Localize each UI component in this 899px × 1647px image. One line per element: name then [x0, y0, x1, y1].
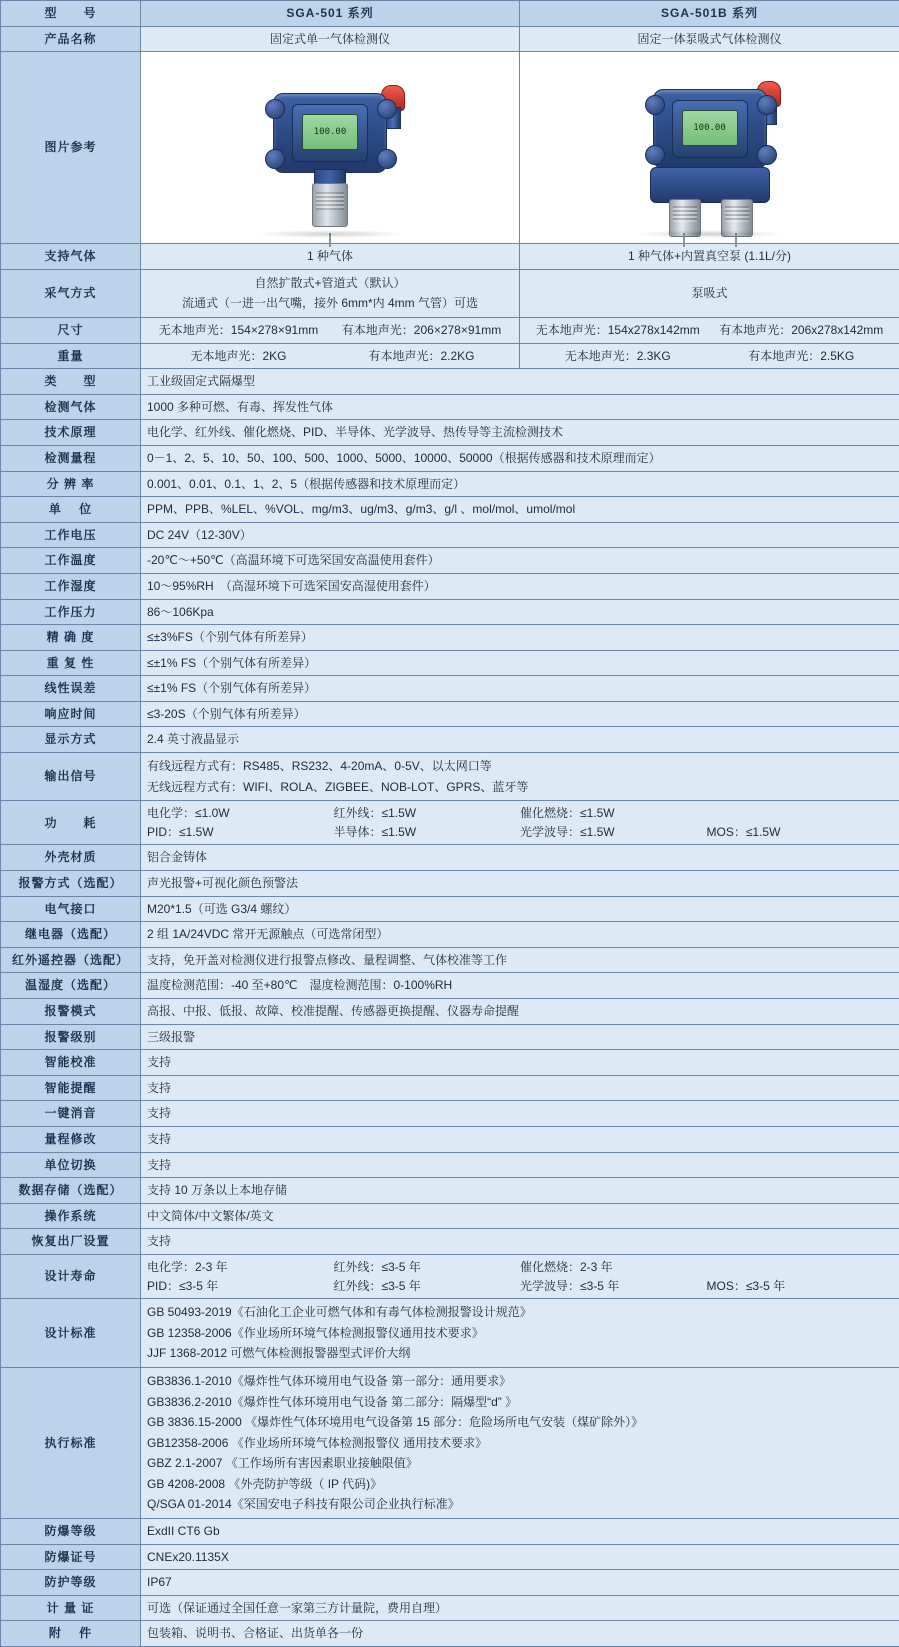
detector-bezel [292, 104, 368, 162]
row-label: 尺寸 [1, 317, 141, 343]
detector-bezel [672, 100, 748, 158]
sampling-method-1 [141, 269, 520, 317]
row-value-alarm-mode: 高报、中报、低报、故障、校准提醒、传感器更换提醒、仪器寿命提醒 [141, 999, 899, 1025]
row-value-os-language: 中文简体/中文繁体/英文 [141, 1203, 899, 1229]
dimension-value: 无本地声光：154x278x142mm [526, 321, 710, 340]
row-value-data-storage: 支持 10 万条以上本地存储 [141, 1178, 899, 1204]
power-item: PID：≤1.5W [147, 823, 334, 842]
table-row [1, 26, 899, 52]
table-row [1, 727, 899, 753]
weight-value: 无本地声光：2KG [147, 347, 330, 366]
row-label: 恢复出厂设置 [1, 1229, 141, 1255]
row-label: 操作系统 [1, 1203, 141, 1229]
table-row [1, 1544, 899, 1570]
table-row [1, 1254, 899, 1298]
row-value-ex-certificate: CNEx20.1135X [141, 1544, 899, 1570]
standard-line: GB 3836.15-2000 《爆炸性气体环境用电气设备第 15 部分：危险场所电气安装（煤矿除外）》 [147, 1412, 893, 1433]
row-value-range: 0－1、2、5、10、50、100、500、1000、5000、10000、50000（根据传感器和技术原理而定） [141, 445, 899, 471]
sampling-line: 流通式（一进一出气嘴，接外 6mm*内 4mm 气管）可选 [147, 293, 513, 314]
row-label: 继电器（选配） [1, 922, 141, 948]
row-value-unit: PPM、PPB、%LEL、%VOL、mg/m3、ug/m3、g/m3、g/l 、mol/mol、umol/mol [141, 497, 899, 523]
row-label: 功 耗 [1, 801, 141, 845]
row-value-ir-remote: 支持，免开盖对检测仪进行报警点修改、量程调整、气体校准等工作 [141, 947, 899, 973]
weight-value: 有本地声光：2.5KG [710, 347, 894, 366]
row-label: 线性误差 [1, 676, 141, 702]
table-row [1, 871, 899, 897]
row-label: 外壳材质 [1, 845, 141, 871]
life-item: 催化燃烧：2-3 年 [520, 1258, 707, 1277]
row-label: 技术原理 [1, 420, 141, 446]
table-row [1, 1621, 899, 1647]
table-row [1, 1367, 899, 1518]
table-row [1, 1570, 899, 1596]
detector-shadow [635, 230, 785, 238]
row-label: 图片参考 [1, 52, 141, 244]
row-label: 电气接口 [1, 896, 141, 922]
sampling-method-2: 泵吸式 [520, 269, 899, 317]
dimensions-2 [520, 317, 899, 343]
row-label: 计 量 证 [1, 1595, 141, 1621]
row-value-smart-reminder: 支持 [141, 1075, 899, 1101]
row-label: 重 复 性 [1, 650, 141, 676]
row-value-type: 工业级固定式隔爆型 [141, 369, 899, 395]
row-label: 显示方式 [1, 727, 141, 753]
standard-line: GB3836.2-2010《爆炸性气体环境用电气设备 第二部分：隔爆型“d” 》 [147, 1392, 893, 1413]
table-row [1, 1050, 899, 1076]
table-row [1, 1203, 899, 1229]
life-item: 红外线：≤3-5 年 [334, 1258, 521, 1277]
row-label: 工作温度 [1, 548, 141, 574]
standard-line: GB 50493-2019《石油化工企业可燃气体和有毒气体检测报警设计规范》 [147, 1302, 893, 1323]
row-value-display: 2.4 英寸液晶显示 [141, 727, 899, 753]
row-value-range-modify: 支持 [141, 1126, 899, 1152]
row-label: 精 确 度 [1, 625, 141, 651]
row-label: 一键消音 [1, 1101, 141, 1127]
row-value-accuracy: ≤±3%FS（个别气体有所差异） [141, 625, 899, 651]
row-label: 防护等级 [1, 1570, 141, 1596]
row-label: 响应时间 [1, 701, 141, 727]
row-value-execution-standards [141, 1367, 899, 1518]
detector-sensor-probe [312, 183, 348, 227]
row-value-temp-humidity: 温度检测范围：-40 至+80℃ 湿度检测范围：0-100%RH [141, 973, 899, 999]
power-line-1 [147, 804, 893, 823]
row-label: 红外遥控器（选配） [1, 947, 141, 973]
table-row [1, 701, 899, 727]
detector-screen: 100.00 [682, 110, 738, 146]
row-label: 温湿度（选配） [1, 973, 141, 999]
row-value-resolution: 0.001、0.01、0.1、1、2、5（根据传感器和技术原理而定） [141, 471, 899, 497]
weight-2 [520, 343, 899, 369]
row-label: 智能校准 [1, 1050, 141, 1076]
table-row [1, 269, 899, 317]
table-row [1, 1075, 899, 1101]
row-value-repeatability: ≤±1% FS（个别气体有所差异） [141, 650, 899, 676]
table-row [1, 52, 899, 244]
table-row [1, 845, 899, 871]
row-value-voltage: DC 24V（12-30V） [141, 522, 899, 548]
row-label: 数据存储（选配） [1, 1178, 141, 1204]
table-row [1, 1519, 899, 1545]
row-label: 工作湿度 [1, 573, 141, 599]
table-row [1, 244, 899, 270]
standard-line: GB3836.1-2010《爆炸性气体环境用电气设备 第一部分：通用要求》 [147, 1371, 893, 1392]
row-label: 设计标准 [1, 1299, 141, 1368]
power-item: 红外线：≤1.5W [334, 804, 521, 823]
row-value-linearity: ≤±1% FS（个别气体有所差异） [141, 676, 899, 702]
standard-line: Q/SGA 01-2014《罙国安电子科技有限公司企业执行标准》 [147, 1494, 893, 1515]
row-label: 附 件 [1, 1621, 141, 1647]
table-row [1, 1299, 899, 1368]
row-value-ip-rating: IP67 [141, 1570, 899, 1596]
dimension-value: 无本地声光：154×278×91mm [147, 321, 330, 340]
table-row [1, 420, 899, 446]
row-label: 设计寿命 [1, 1254, 141, 1298]
sampling-line: 自然扩散式+管道式（默认） [147, 273, 513, 294]
product-image-2 [520, 52, 899, 244]
table-row [1, 1126, 899, 1152]
table-row [1, 801, 899, 845]
table-row [1, 1, 899, 27]
table-row [1, 369, 899, 395]
weight-1 [141, 343, 520, 369]
row-value-smart-calibration: 支持 [141, 1050, 899, 1076]
table-row [1, 753, 899, 801]
row-label: 单 位 [1, 497, 141, 523]
table-row [1, 1178, 899, 1204]
supported-gas-2: 1 种气体+内置真空泵 (1.1L/分) [520, 244, 899, 270]
row-value-work-temp: -20℃～+50℃（高温环境下可选罙国安高温使用套件） [141, 548, 899, 574]
product-image-1 [141, 52, 520, 244]
row-value-work-humidity: 10～95%RH （高湿环境下可选罙国安高湿使用套件） [141, 573, 899, 599]
row-value-unit-switch: 支持 [141, 1152, 899, 1178]
life-item [707, 1258, 894, 1277]
dimension-value: 有本地声光：206x278x142mm [710, 321, 894, 340]
row-label: 防爆等级 [1, 1519, 141, 1545]
table-row [1, 497, 899, 523]
row-value-detected-gas: 1000 多种可燃、有毒、挥发性气体 [141, 394, 899, 420]
row-label: 单位切换 [1, 1152, 141, 1178]
table-row [1, 1152, 899, 1178]
table-row [1, 1101, 899, 1127]
model-series-1: SGA-501 系列 [141, 1, 520, 27]
row-label: 检测量程 [1, 445, 141, 471]
life-item: PID：≤3-5 年 [147, 1277, 334, 1296]
row-value-ex-rating: ExdII CT6 Gb [141, 1519, 899, 1545]
row-label: 支持气体 [1, 244, 141, 270]
model-series-2: SGA-501B 系列 [520, 1, 899, 27]
row-label: 检测气体 [1, 394, 141, 420]
row-label: 分 辨 率 [1, 471, 141, 497]
row-label: 工作压力 [1, 599, 141, 625]
table-row [1, 599, 899, 625]
row-label: 智能提醒 [1, 1075, 141, 1101]
table-row [1, 317, 899, 343]
pump-suction-gas-detector-illustration [585, 55, 835, 240]
standard-line: GB 12358-2006《作业场所环境气体检测报警仪通用技术要求》 [147, 1323, 893, 1344]
standard-line: JJF 1368-2012 可燃气体检测报警器型式评价大纲 [147, 1343, 893, 1364]
power-item: 电化学：≤1.0W [147, 804, 334, 823]
power-line-2 [147, 823, 893, 842]
table-row [1, 947, 899, 973]
power-item: MOS：≤1.5W [707, 823, 894, 842]
life-item: 光学波导：≤3-5 年 [520, 1277, 707, 1296]
row-value-power [141, 801, 899, 845]
weight-value: 有本地声光：2.2KG [330, 347, 513, 366]
row-label: 量程修改 [1, 1126, 141, 1152]
row-value-design-standards [141, 1299, 899, 1368]
table-row [1, 999, 899, 1025]
row-label: 报警模式 [1, 999, 141, 1025]
dimensions-1 [141, 317, 520, 343]
table-row [1, 573, 899, 599]
power-item [707, 804, 894, 823]
table-row [1, 650, 899, 676]
row-label: 重量 [1, 343, 141, 369]
life-line-1 [147, 1258, 893, 1277]
table-row [1, 1024, 899, 1050]
row-label: 工作电压 [1, 522, 141, 548]
standard-line: GBZ 2.1-2007 《工作场所有害因素职业接触限值》 [147, 1453, 893, 1474]
row-value-housing-material: 铝合金铸体 [141, 845, 899, 871]
life-item: MOS：≤3-5 年 [707, 1277, 894, 1296]
row-value-design-life [141, 1254, 899, 1298]
output-line: 无线远程方式有：WIFI、ROLA、ZIGBEE、NOB-LOT、GPRS、蓝牙等 [147, 777, 893, 798]
product-name-2: 固定一体泵吸式气体检测仪 [520, 26, 899, 52]
standard-line: GB12358-2006 《作业场所环境气体检测报警仪 通用技术要求》 [147, 1433, 893, 1454]
table-row [1, 973, 899, 999]
row-label: 产品名称 [1, 26, 141, 52]
table-row [1, 625, 899, 651]
table-row [1, 522, 899, 548]
row-value-alarm-level: 三级报警 [141, 1024, 899, 1050]
row-value-factory-reset: 支持 [141, 1229, 899, 1255]
life-item: 电化学：2-3 年 [147, 1258, 334, 1277]
row-value-metrology-certificate: 可选（保证通过全国任意一家第三方计量院，费用自理） [141, 1595, 899, 1621]
row-label: 报警方式（选配） [1, 871, 141, 897]
row-value-work-pressure: 86～106Kpa [141, 599, 899, 625]
power-item: 半导体：≤1.5W [334, 823, 521, 842]
fixed-single-gas-detector-illustration [205, 55, 455, 240]
row-value-principle: 电化学、红外线、催化燃烧、PID、半导体、光学波导、热传导等主流检测技术 [141, 420, 899, 446]
row-label: 执行标准 [1, 1367, 141, 1518]
life-line-2 [147, 1277, 893, 1296]
supported-gas-1: 1 种气体 [141, 244, 520, 270]
detector-body [653, 89, 767, 169]
detector-screen: 100.00 [302, 114, 358, 150]
weight-value: 无本地声光：2.3KG [526, 347, 710, 366]
life-item: 红外线：≤3-5 年 [334, 1277, 521, 1296]
row-label: 报警级别 [1, 1024, 141, 1050]
row-value-accessories: 包装箱、说明书、合格证、出货单各一份 [141, 1621, 899, 1647]
row-label: 防爆证号 [1, 1544, 141, 1570]
detector-shadow [255, 230, 405, 238]
row-value-one-key-mute: 支持 [141, 1101, 899, 1127]
row-label: 采气方式 [1, 269, 141, 317]
dimension-value: 有本地声光：206×278×91mm [330, 321, 513, 340]
standard-line: GB 4208-2008 《外壳防护等级（ IP 代码)》 [147, 1474, 893, 1495]
table-row [1, 548, 899, 574]
output-line: 有线远程方式有：RS485、RS232、4-20mA、0-5V、以太网口等 [147, 756, 893, 777]
table-row [1, 676, 899, 702]
table-row [1, 394, 899, 420]
row-label: 输出信号 [1, 753, 141, 801]
row-label: 型 号 [1, 1, 141, 27]
table-row [1, 922, 899, 948]
row-value-electrical-interface: M20*1.5（可选 G3/4 螺纹） [141, 896, 899, 922]
table-row [1, 896, 899, 922]
row-value-output-signal [141, 753, 899, 801]
table-row [1, 1595, 899, 1621]
row-label: 类 型 [1, 369, 141, 395]
row-value-alarm-method: 声光报警+可视化颜色预警法 [141, 871, 899, 897]
row-value-relay: 2 组 1A/24VDC 常开无源触点（可选常闭型） [141, 922, 899, 948]
table-row [1, 445, 899, 471]
table-row [1, 343, 899, 369]
product-name-1: 固定式单一气体检测仪 [141, 26, 520, 52]
power-item: 光学波导：≤1.5W [520, 823, 707, 842]
pump-housing [650, 167, 770, 203]
power-item: 催化燃烧：≤1.5W [520, 804, 707, 823]
table-row [1, 1229, 899, 1255]
table-row [1, 471, 899, 497]
row-value-response-time: ≤3-20S（个别气体有所差异） [141, 701, 899, 727]
detector-body [273, 93, 387, 173]
